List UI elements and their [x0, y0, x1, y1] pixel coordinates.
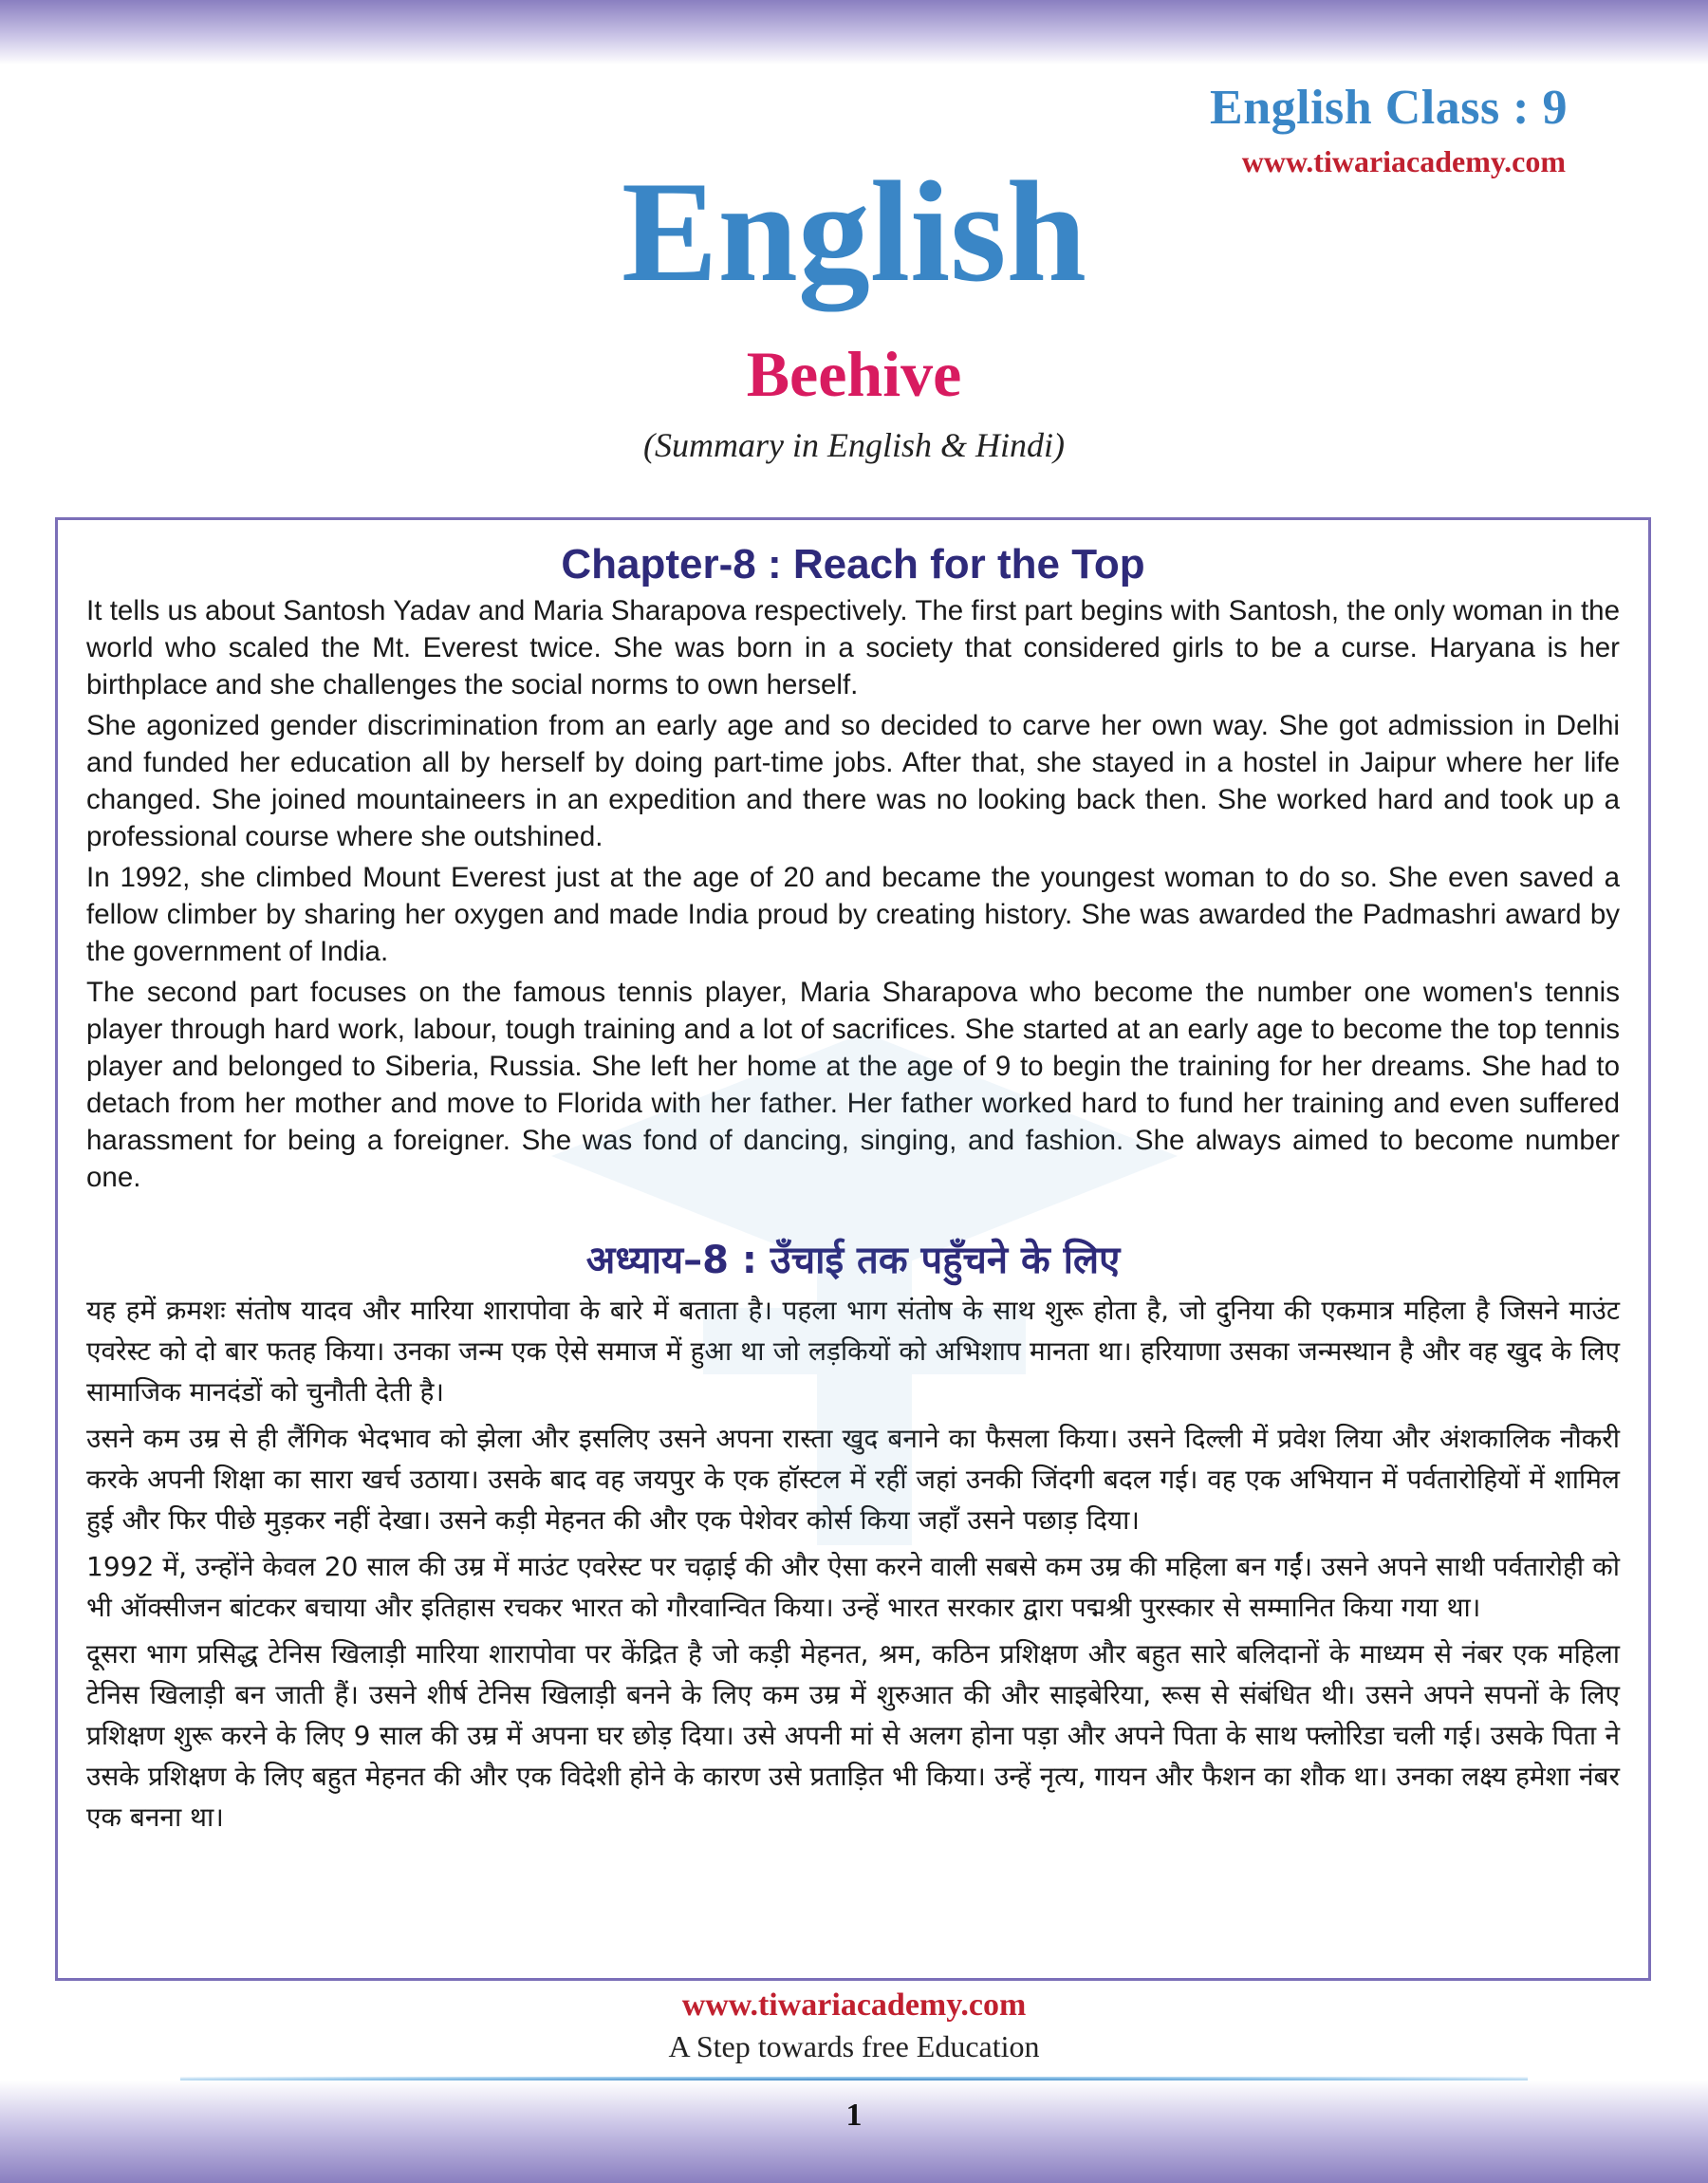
top-decorative-band: [0, 0, 1708, 65]
english-paragraph: She agonized gender discrimination from an early age and so decided to carve her own way. She got admission in Delhi and funded her education all by herself by doing part-time jobs. After that, she stayed in a hostel in Jaipur where her life changed. She joined mountaineers in an expedition and there was no looking back then. She worked hard and took up a professional course where she outshined.: [86, 710, 1620, 852]
footer-website-link[interactable]: www.tiwariacademy.com: [681, 1987, 1027, 2023]
footer-tagline: A Step towards free Education: [668, 2029, 1040, 2063]
hindi-chapter-heading: अध्याय–8 : उँचाई तक पहुँचने के लिए: [585, 1239, 1121, 1282]
hindi-paragraph: उसने कम उम्र से ही लैंगिक भेदभाव को झेला और इसलिए उसने अपना रास्ता खुद बनाने का फैसला किया। उसने दिल्ली में प्रवेश लिया और अंशकालिक नौकरी करके अपनी शिक्षा का सारा खर्च उठाया। उसके बाद वह जयपुर के एक हॉस्टल में रहीं जहां उनकी जिंदगी बदल गई। वह एक अभियान में पर्वतारोहियों में शामिल हुई और फिर पीछे मुड़कर नहीं देखा। उसने कड़ी मेहनत की और एक पेशेवर कोर्स किया जहाँ उसने पछाड़ दिया।: [86, 1423, 1620, 1536]
hindi-paragraph: दूसरा भाग प्रसिद्ध टेनिस खिलाड़ी मारिया शारापोवा पर केंद्रित है जो कड़ी मेहनत, श्रम, कठिन प्रशिक्षण और बहुत सारे बलिदानों के माध्यम से नंबर एक महिला टेनिस खिलाड़ी बन जाती हैं। उसने शीर्ष टेनिस खिलाड़ी बनने के लिए कम उम्र में शुरुआत की और साइबेरिया, रूस से संबंधित थी। उसने अपने सपनों के लिए प्रशिक्षण शुरू करने के लिए 9 साल की उम्र में अपना घर छोड़ दिया। उसे अपनी मां से अलग होना पड़ा और अपने पिता के साथ फ्लोरिडा चली गई। उसके पिता ने उसके प्रशिक्षण के लिए बहुत मेहनत की और एक विदेशी होने के कारण उसे प्रताड़ित भी किया। उन्हें नृत्य, गायन और फैशन का शौक था। उनका लक्ष्य हमेशा नंबर एक बनना था।: [86, 1638, 1620, 1833]
header-website-link[interactable]: www.tiwariacademy.com: [1241, 144, 1566, 178]
page-number: 1: [845, 2098, 863, 2133]
class-label: English Class : 9: [1210, 81, 1568, 135]
summary-note: (Summary in English & Hindi): [643, 426, 1065, 464]
page-title: English: [621, 152, 1087, 311]
hindi-paragraph: 1992 में, उन्होंने केवल 20 साल की उम्र में माउंट एवरेस्ट पर चढ़ाई की और ऐसा करने वाली सबसे कम उम्र की महिला बन गईं। उसने अपने साथी पर्वतारोही को भी ऑक्सीजन बांटकर बचाया और इतिहास रचकर भारत को गौरवान्वित किया। उन्हें भारत सरकार द्वारा पद्मश्री पुरस्कार से सम्मानित किया गया था।: [86, 1551, 1620, 1623]
hindi-paragraph: यह हमें क्रमशः संतोष यादव और मारिया शारापोवा के बारे में बताता है। पहला भाग संतोष के साथ शुरू होता है, जो दुनिया की एकमात्र महिला है जिसने माउंट एवरेस्ट को दो बार फतह किया। उनका जन्म एक ऐसे समाज में हुआ था जो लड़कियों को अभिशाप मानता था। हरियाणा उसका जन्मस्थान है और वह खुद के लिए सामाजिक मानदंडों को चुनौती देती है।: [86, 1295, 1620, 1408]
english-paragraph: In 1992, she climbed Mount Everest just at the age of 20 and became the youngest woman to do so. She even saved a fellow climber by sharing her oxygen and made India proud by creating history. She was awarded the Padmashri award by the government of India.: [86, 862, 1620, 967]
english-paragraph: It tells us about Santosh Yadav and Maria Sharapova respectively. The first part begins with Santosh, the only woman in the world who scaled the Mt. Everest twice. She was born in a society that considered girls to be a curse. Haryana is her birthplace and she challenges the social norms to own herself.: [86, 595, 1620, 700]
english-paragraph: The second part focuses on the famous tennis player, Maria Sharapova who become the number one women's tennis player through hard work, labour, tough training and a lot of sacrifices. She started at an early age to become the top tennis player and belonged to Siberia, Russia. She left her home at the age of 9 to begin the training for her dreams. She had to detach from her mother and move to Florida with her father. Her father worked hard to fund her training and even suffered harassment for being a foreigner. She was fond of dancing, singing, and fashion. She always aimed to become number one.: [86, 977, 1620, 1193]
chapter-summary-box: [55, 517, 1651, 1981]
book-subtitle: Beehive: [746, 338, 962, 410]
english-chapter-heading: Chapter-8 : Reach for the Top: [561, 541, 1145, 588]
